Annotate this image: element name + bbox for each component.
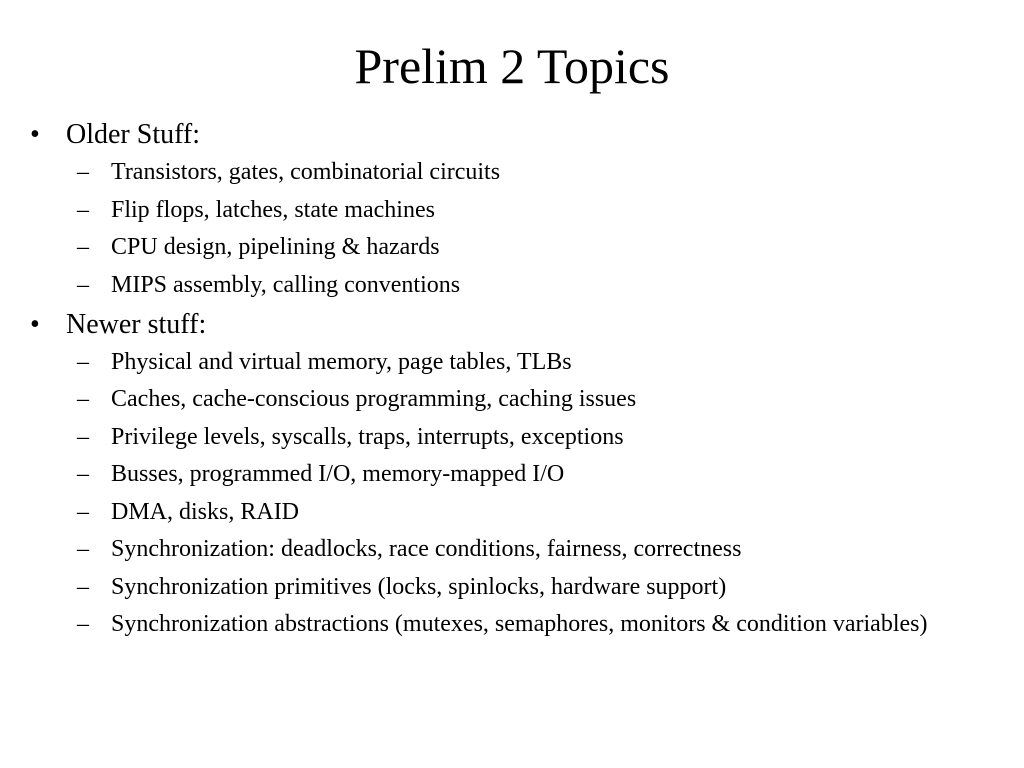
sub-item-text: Caches, cache-conscious programming, caching issues xyxy=(111,386,637,412)
sub-item-text: Physical and virtual memory, page tables, TLBs xyxy=(111,348,572,375)
sub-item xyxy=(77,195,990,225)
dash-icon: – xyxy=(77,196,89,223)
dash-icon: – xyxy=(77,498,89,525)
sub-item xyxy=(77,422,990,452)
dash-icon: – xyxy=(77,423,89,450)
dash-icon: – xyxy=(77,271,89,298)
dash-icon: – xyxy=(77,461,89,487)
dash-icon: – xyxy=(77,536,89,562)
section-newer-stuff xyxy=(30,306,990,640)
bullet-icon: • xyxy=(30,119,40,150)
bullet-item xyxy=(30,116,990,154)
dash-icon: – xyxy=(77,348,89,375)
sub-item-text: Synchronization: deadlocks, race conditions, fairness, correctness xyxy=(111,536,742,562)
section-heading: Newer stuff: xyxy=(66,308,207,340)
dash-icon: – xyxy=(77,573,89,600)
slide-content xyxy=(30,116,990,645)
sub-item-text: CPU design, pipelining & hazards xyxy=(111,234,440,260)
slide-title: Prelim 2 Topics xyxy=(354,38,670,94)
sub-item-text: DMA, disks, RAID xyxy=(111,498,300,525)
bullet-icon: • xyxy=(30,308,40,340)
sub-item-text: MIPS assembly, calling conventions xyxy=(111,271,461,298)
sub-list xyxy=(77,347,990,640)
sub-item xyxy=(77,347,990,377)
section-older-stuff xyxy=(30,116,990,300)
sub-item-text: Privilege levels, syscalls, traps, interrupts, exceptions xyxy=(111,423,624,450)
sub-item xyxy=(77,384,990,414)
sub-item xyxy=(77,459,990,489)
dash-icon: – xyxy=(77,234,89,260)
sub-item xyxy=(77,270,990,300)
dash-icon: – xyxy=(77,386,89,412)
sub-list xyxy=(77,157,990,300)
sub-item xyxy=(77,534,990,564)
sub-item xyxy=(77,157,990,187)
sub-item xyxy=(77,609,990,639)
sub-item xyxy=(77,497,990,527)
section-heading: Older Stuff: xyxy=(66,119,201,150)
bullet-item xyxy=(30,306,990,344)
sub-item-text: Flip flops, latches, state machines xyxy=(111,196,435,223)
sub-item xyxy=(77,232,990,262)
sub-item-text: Synchronization abstractions (mutexes, semaphores, monitors & condition variables) xyxy=(111,611,928,637)
sub-item-text: Synchronization primitives (locks, spinlocks, hardware support) xyxy=(111,573,727,600)
sub-item-text: Transistors, gates, combinatorial circuits xyxy=(111,159,501,185)
dash-icon: – xyxy=(77,611,89,637)
dash-icon: – xyxy=(77,159,89,185)
sub-item-text: Busses, programmed I/O, memory-mapped I/O xyxy=(111,461,565,487)
sub-item xyxy=(77,572,990,602)
